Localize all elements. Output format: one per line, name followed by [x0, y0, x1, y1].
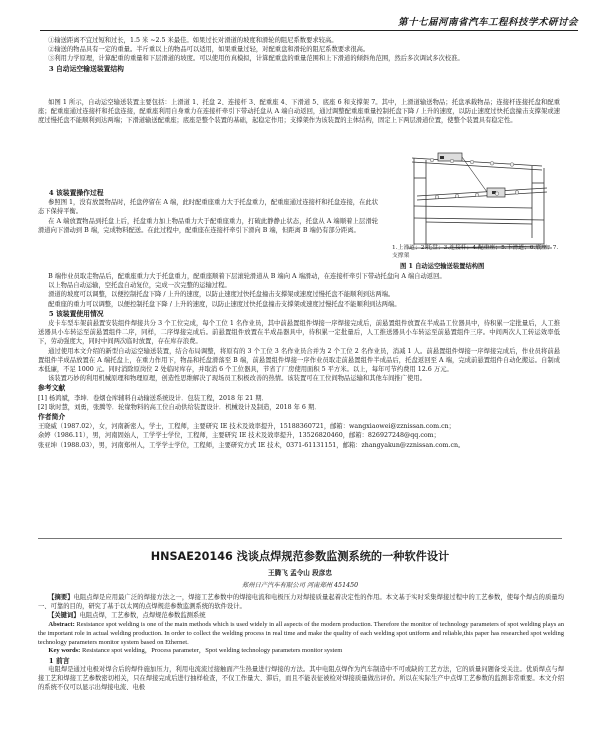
abstract-en-label: Abstract:: [48, 620, 75, 628]
keywords-cn: [38, 612, 564, 621]
header-title: 第十七届河南省汽车工程科技学术研讨会: [397, 17, 578, 28]
abstract-cn: [38, 594, 564, 612]
abstract-en-text: Resistance spot welding is one of the main methods which is used widely in all aspects of the modern production. Therefore the monitor of technology parameters of spot welding plays an the important role in actual welding production. In order to collect the welding process in real time and make the quality of each welding spot uniform and reliable,this paper has researched spot welding technology parameters monitor system based on Ethernet.: [38, 620, 565, 646]
section-4-heading: 4 该装置操作过程: [48, 189, 104, 197]
reference-2: [2] 耿时慧，刘勇，张腾等．轮缘物料的高工位自动供给装置设计．机械设计及制造，2018 年 6 期．: [38, 403, 321, 411]
keywords-label: 【关键词】: [48, 611, 80, 619]
section-4-para-1: 参照图 1，没有放置物品时，托盘停留在 A 端，此时配重座重力大于托盘重力，配重座通过连接杆和托盘连接，在此状态下保持平衡。: [38, 199, 378, 216]
keywords-en: [38, 647, 564, 656]
author-3: 张亚坤（1988.03），男，河南郑州人，工学学士学位，工程师，主要研究方式 IE 技术，0371-61131151，邮箱：zhangyakun@zznissan.com.cn。: [38, 441, 465, 449]
section-4-para-2: 在 A 端放置物品到托盘上后，托盘重力加上物品重力大于配重座重力，打破此静静止状态，托盘从 A 端顺着上层滑轮滑道向下滑动到 B 端，完成物料配送。在此过程中，配重座在连接杆牵引下滑向 B 端，但距离 B 端仍有部分距离。: [38, 217, 378, 234]
keywords-en-label: Key words:: [48, 647, 81, 655]
abstract-text: 电阻点焊是应用最广泛的焊接方法之一，焊接工艺参数中的焊接电流和电极压力对焊接质量起着决定性的作用。本文基于实时采集焊接过程中的工艺参数，使每个焊点的质量均一、可靠的目的，研究了基于以太网的点焊规范参数监测系统的软件设计。: [38, 594, 565, 610]
list-item-1: ①输送距离不宜过短和过长，1.5 米 ~2.5 米最佳。如果过长对滑道的坡度和滑轮的阻尼系数要求较高。: [48, 37, 338, 44]
section-4-para-4: 以上物品自动运输，空托盘自动复位，完成一次完整的运输过程。: [48, 282, 231, 290]
reference-1: [1] 杨鸿斌，李坤．卷烟仓库辅料自动输送系统设计．包装工程，2018 年 21 期．: [38, 394, 268, 402]
figure-caption: 图 1 自动运空输送装置结构图: [400, 263, 485, 270]
paper-affiliation: 郑州日产汽车有限公司 河南郑州 451450: [241, 582, 359, 589]
upper-text: [38, 36, 560, 74]
references-heading: 参考文献: [38, 384, 66, 393]
section-4-cont: [38, 272, 560, 450]
section-4-para-5: 滑道的坡度可以调整，以便控制托盘下降 / 上升的速度，以防止速度过快托盘撞击支撑架或速度过慢托盘不能顺利到达两端。: [48, 291, 395, 299]
section-3-body-wide: [38, 98, 560, 126]
section-3-heading: 3 自动运空输送装置结构: [48, 64, 124, 73]
section-4-para-6: 配重座的重力可以调整，以便控制托盘下降 / 上升的速度，以防止速度过快托盘撞击支撑架或速度过慢托盘不能顺利到达两端。: [48, 300, 401, 308]
abstract-block: [38, 594, 564, 693]
keywords-en-text: Resistance spot welding，Process parameter，Spot welding technology parameters monitor system: [81, 647, 343, 655]
running-header: [40, 14, 578, 31]
section-4: [38, 188, 378, 235]
list-item-2: ②输送的物品具有一定的重量。半斤重以上的物品可以适用，如果重量过轻，对配重盘和滑轮的阻尼系数要求很高。: [48, 46, 370, 54]
lower-rail-line: [417, 188, 547, 196]
abstract-label: 【摘要】: [48, 594, 74, 601]
section-5-para-1: 皮卡车型车架前悬置安装组件焊接共分 3 个工位完成，每个工位 1 名作业员，其中前悬置组件焊接一序焊接完成后，前悬置组件放置在半成品工位器具中，待积累一定批量后，人工推送器具小车转运至前悬置组件二序，同样，二序焊接完成后。前悬置组件放置在半成品器具中，待积累一定批量后，人工推送器具小车转运至前悬置组件三序。中间两次人工转运效率低下，劳动强度大，同时中间两次临时放置，存在库存浪费。: [38, 320, 560, 346]
section-5-para-3: 该装置巧妙的利用机械原理和物理原理，创造性思维解决了现场员工积极改善的热情。该装置可在工位间物品运输和其他车间推广使用。: [48, 375, 426, 383]
author-1: 王晓威（1987.02），女，河南新密人，学士，工程师，主要研究 IE 技术及效率提升，15188360721，邮箱：wangxiaowei@zznissan.com.cn；: [38, 423, 455, 431]
article-divider: [38, 538, 562, 539]
keywords-text: 电阻点焊，工艺参数，点焊规范参数监测系统: [79, 611, 206, 619]
paper-authors: 王腾飞 孟令山 段彦忠: [268, 569, 332, 577]
intro-text: 电阻焊是通过电极对焊合后的焊件施加压力，利用电流流过接触面产生热量进行焊接的方法。其中电阻点焊作为汽车制造中不可或缺的工艺方法，它的质量问题备受关注。优质焊点与焊接工艺和焊接工艺参数密切相关，只在焊接完成后进行抽样检查，不仅工作量大、滞后，而且不能表征被检对焊接质量做出评价。所以在实际生产中点焊工艺参数的监测非常重要。本文介绍的系统不仅可以显示出焊接电流、电极: [38, 666, 564, 692]
author-intro-heading: 作者简介: [38, 413, 66, 422]
author-2: 余婷（1986.11），男，河南固始人，工学学士学位，工程师，主要研究 IE 技术及效率提升，13526820460，邮箱：826927248@qq.com；: [38, 432, 440, 440]
list-item-3: ③利用力学原理，计算配重的重量和下层滑道的坡度。可以使用仿真模拟，计算配重盘的重量范围和上下滑道的倾斜角范围，然后多次调试多次校准。: [48, 55, 464, 63]
section-5-heading: 5 该装置使用情况: [48, 309, 104, 318]
section-4-para-3: B 端作业员取走物品后，配重座重力大于托盘重力，配重座顺着下层滚轮滑道从 B 端向 A 端滑动，在连接杆牵引下带动托盘向 A 端自动返回。: [48, 273, 446, 280]
section-3-text: 如图 1 所示，自动运空输送装置主要包括：上滑道 1、托盘 2、连接杆 3、配重座 4、下滑道 5、底座 6 和支撑架 7。其中，上滑道输送物品；托盘承载物品；连接杆连接托盘和配重座；配重座通过连接杆和托盘连接，配重座利用自身重力在连接杆牵引下带动托盘从 A 端自动返回，通过调整配重座重量控制托盘下降 / 上升的速度，以防止速度过快托盘撞击支撑架或速度过慢托盘不能顺利到达两端；下滑道输送配重座；底座是整个装置的基础，起稳定作用；支撑架作为该装置的主体结构，固定上下两层滑道位置，使整个装置具有稳定性。: [38, 99, 560, 125]
abstract-en: [38, 621, 564, 648]
figure-legend: 1.上滑道；2.托盘；3.连接杆；4.配重座；5.下滑道；6.底座；7.支撑架: [392, 245, 559, 259]
intro-heading: 1 前言: [48, 657, 70, 666]
section-5-para-2: 通过使用本文介绍的新型自动运空输送装置，结合布局调整，将原有的 3 个工位 3 名作业员合并为 2 个工位 2 名作业员，消减 1 人。前悬置组件焊接一序焊接完成后，作业员将前悬置组件半成品放置在 A 端托盘上，在重力作用下，物品和托盘滑落至 B 端，前悬置组件焊接一序作业员取走前悬置组件半成品后，托盘返回至 A 端，完成前悬置组件自动化搬运。自制成本低廉，不足 1000 元。同时消除原岗位 2 处临时库存，并取消 6 个工位器具，节省了厂房使用面积 5 平方米。以上，每年可节约费用 12.6 万元。: [38, 347, 560, 374]
paper-title: HNSAE20146 浅谈点焊规范参数监测系统的一种软件设计: [150, 550, 450, 563]
